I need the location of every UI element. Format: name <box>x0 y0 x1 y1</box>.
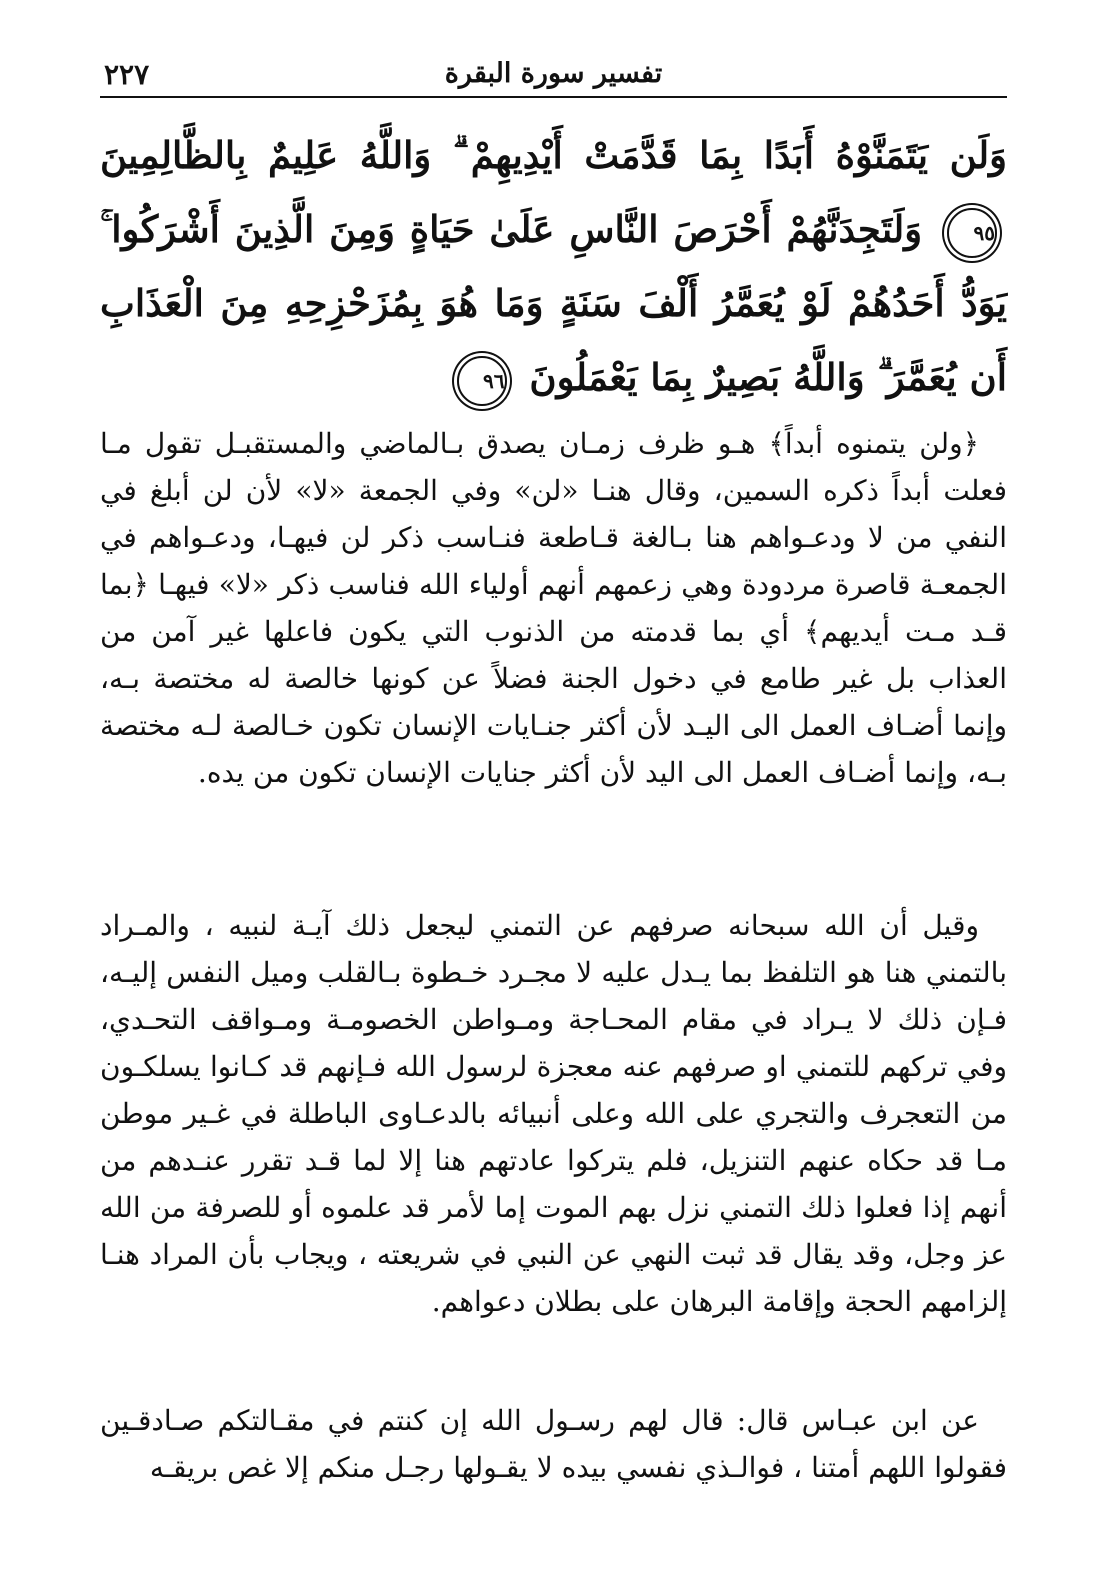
ayah-95-marker: ٩٥ <box>947 208 997 258</box>
page-number: ٢٢٧ <box>104 58 150 91</box>
paragraph-text: عن ابن عبـاس قال: قال لهم رسـول الله إن كنتم في مقـالتكم صـادقـين فقولوا اللهم أمتنا ، فوالـذي نفسي بيده لا يقـولها رجـل منكم إلا غص بريقـه <box>100 1404 1007 1484</box>
page-header <box>100 52 1007 98</box>
running-title: تفسير سورة البقرة <box>444 58 663 89</box>
paragraph-text: ﴿ولن يتمنوه أبداً﴾ هـو ظرف زمـان يصدق بـالماضي والمستقبـل تقول مـا فعلت أبداً ذكره السمين، وقال هنـا «لن» وفي الجمعة «لا» لأن لن أبلغ في النفي من لا ودعـواهم هنا بـالغة قـاطعة فنـاسب ذكر لن فيهـا، ودعـواهم في الجمعـة قاصرة مردودة وهي زعمهم أنهم أولياء الله فناسب ذكر «لا» فيهـا ﴿بما قـد مـت أيديهم﴾ أي بما قدمته من الذنوب التي يكون فاعلها غير آمن من العذاب بل غير طامع في دخول الجنة فضلاً عن كونها خالصة له مختصة بـه، وإنما أضـاف العمل الى اليـد لأن أكثر جنـايات الإنسان تكون خـالصة لـه مختصة بـه، وإنما أضـاف العمل الى اليد لأن أكثر جنايات الإنسان تكون من يده. <box>100 427 1007 789</box>
commentary-paragraph <box>100 1397 1007 1491</box>
paragraph-text: وقيل أن الله سبحانه صرفهم عن التمني ليجعل ذلك آيـة لنبيه ، والمـراد بالتمني هنا هو التلفظ بما يـدل عليه لا مجـرد خـطوة بـالقلب وميل النفس إليـه، فـإن ذلك لا يـراد في مقام المحـاجة ومـواطن الخصومـة ومـواقف التحـدي، وفي تركهم للتمني او صرفهم عنه معجزة لرسول الله فـإنهم قد كـانوا يسلكـون من التعجرف والتجري على الله وعلى أنبيائه بالدعـاوى الباطلة في غـير موطن مـا قد حكاه عنهم التنزيل، فلم يتركوا عادتهم هنا إلا لما قـد تقرر عنـدهم من أنهم إذا فعلوا ذلك التمني نزل بهم الموت إما لأمر قد علموه أو للصرفة من الله عز وجل، وقد يقال قد ثبت النهي عن النبي في شريعته ، ويجاب بأن المراد هنـا إلزامهم الحجة وإقامة البرهان على بطلان دعواهم. <box>100 909 1007 1318</box>
quran-verses <box>100 118 1007 414</box>
ayah-95-text: وَلَن يَتَمَنَّوْهُ أَبَدًا بِمَا قَدَّمَتْ أَيْدِيهِمْ ۗ وَاللَّهُ عَلِيمٌ بِالظَّالِمِينَ <box>100 133 1007 177</box>
commentary-paragraph <box>100 420 1007 796</box>
ayah-96-text: وَلَتَجِدَنَّهُمْ أَحْرَصَ النَّاسِ عَلَىٰ حَيَاةٍ وَمِنَ الَّذِينَ أَشْرَكُوا ۚ يَوَدُّ أَحَدُهُمْ لَوْ يُعَمَّرُ أَلْفَ سَنَةٍ وَمَا هُوَ بِمُزَحْزِحِهِ مِنَ الْعَذَابِ أَن يُعَمَّرَ ۗ وَاللَّهُ بَصِيرٌ بِمَا يَعْمَلُونَ <box>100 207 1007 399</box>
commentary-paragraph <box>100 902 1007 1325</box>
ayah-96-marker: ٩٦ <box>457 356 507 406</box>
